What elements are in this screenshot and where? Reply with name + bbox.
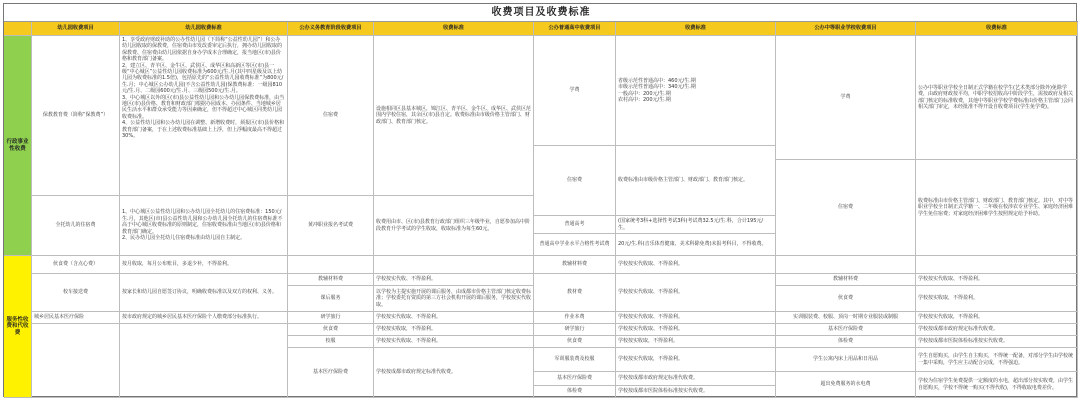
high-s3-std: 学校按实代收取、不得盈利。	[616, 312, 776, 324]
comp-exam-std: 收费用由市、区(市)县教育行政部门组织三年级毕业，自愿参加高中阶段教育升学考试的学生收取，收取标准为每生60元。	[374, 196, 534, 256]
high-level-std: 20元/生.科(音乐体育健康、美术科除免费)未报考科目，不得收费。	[616, 234, 776, 256]
high-exam-item: 普通高考	[534, 216, 616, 234]
comp-s1-std: 学校按实代收、不得盈利。	[374, 274, 534, 286]
comp-board-std: 设施相同区县基本城区，锦江区、青羊区、金牛区、成华区、武侯区范围内学校住宿，其余区(市)县自定。收费标准由市级价格主管部门、财政部门、教育部门核定。	[374, 36, 534, 196]
high-s5-std: 学校按实收取，不得盈利。	[616, 336, 776, 348]
comp-s4-item: 伙食费	[288, 324, 374, 336]
voc-s2-std: 学校按实收取，不得盈利。	[916, 286, 1078, 312]
sheet-title: 收费项目及收费标准	[4, 4, 1078, 22]
kinder-tuition-std: 1、享受政府财政补助的公办性幼儿园（下简称“公益性幼儿园”）和公办幼儿园收取的保教费，住宿费由市发改委审定后执行，拥办幼儿园收取的保教费、住宿费由幼儿园依据自身办学成本合理确定，报当地区(市)县价格和教育部门备案。 2、建立区、青羊区、金牛区、武侯区、成华区和高新区等区(市)县一级“中心城区”公益性幼儿园收费标准为600元/生.月(其中四星级及以上幼儿园为收费标准的1.5倍)，包括原先的“公益性幼儿园收费标准”为800元/生.月；中心城区公办幼儿园(不含公益性幼儿园)保教费标准：一级园810元/生.月、二级园600元/生.月、三级园500元/生.月。 3、中心城区以外的区(市)县公益性幼儿园和公办幼儿园保教费标准，由当地区(市)县价格、教育和财政部门根据办园成本、办园条件、当地城乡居民生活水平和群众承受能力等因素确定，但不得超过中心城区同类幼儿园收费标准。 4、公益性幼儿园和公办幼儿园在调整、新增收费时，须报区(市)县价格和教育部门备案，于在上述收费标准基础上上浮，但上浮幅度最高不得超过30%。	[120, 36, 288, 196]
high-exam-std: (国家统考3科+选择性考试3科)考试费32.5元/生.科，合计195元/生。	[616, 216, 776, 234]
comp-s5-item: 校服	[288, 336, 374, 348]
kinder-s2-std: 按家长和幼儿园自愿签订协议，明确收费标准以及双方的权利、义务。	[120, 274, 288, 312]
voc-s3-std: 学校按实代收取，不得盈利。	[916, 312, 1078, 324]
comp-s2-std: 以学校为主提实施开展的课后服务，由成都市价格主管部门核定收费标准；学校委托有资质的第三方社会机构开展的课后服务，学校按实代收取。	[374, 286, 534, 312]
voc-board-item: 住宿费	[776, 160, 916, 256]
voc-board-std: 收费标准由市价格主管部门、财政部门、教育部门核定。其中，对中等职业学校全日制正式学籍一、二年级在校涉农专业学生、家庭经济困难学生免住宿费；对家庭经济困难学生按照规定给予补助。	[916, 160, 1078, 256]
kinder-board-std: 1、中心城区公益性幼儿园和公办幼儿园全托幼儿的住宿费标准：150元/生.月，其他区(市)县公益性幼儿园和公办幼儿园全托幼儿的住宿费标准不高于中心城区收费标准的原则制定，住宿收费标准由当地区(市)县价格和教育部门确定。 2、民办幼儿园全托幼儿住宿费标准由幼儿园自主制定。	[120, 196, 288, 256]
voc-s2-item: 伙食费	[776, 286, 916, 312]
high-s3-item: 作业本费	[534, 312, 616, 324]
high-tuition-std: 省级示范性普通高中：460元/生.期 市级示范性普通高中：340元/生.期 一般高中：200元/生.期 农村高中：200元/生.期	[616, 36, 776, 146]
fee-standards-sheet	[3, 3, 1077, 397]
voc-s6-item: 学生公寓内床上用品和日用品	[776, 348, 916, 372]
comp-blank-std	[374, 256, 534, 274]
voc-s5-std: 学校按成都市医院体检标准按实代收费。	[916, 336, 1078, 348]
kinder-s1-std: 按月收取，每月公布账目，多退少补，不得盈利。	[120, 256, 288, 274]
comp-s6-item: 基本医疗保险费	[288, 348, 374, 398]
high-board-item: 住宿费	[534, 146, 616, 216]
high-s6-item: 军训服装费及校服	[534, 348, 616, 372]
high-s1-std: 学校按实代收取、不得盈利。	[616, 256, 776, 274]
voc-s1-item: 教辅材料费	[776, 274, 916, 286]
comp-s2-item: 课后服务	[288, 286, 374, 312]
comp-s5-std: 学校按实代收取、不得盈利。	[374, 336, 534, 348]
voc-s4-std: 学校按成都市政府规定标准代收费。	[916, 324, 1078, 336]
high-s8-item: 体检费	[534, 386, 616, 398]
voc-s6-std: 学生自愿购买，由学生自主购买，不得统一配备，对部分学生由学校统一集中采购，学生应主动配合完成，不得强迫。	[916, 348, 1078, 372]
category-admin: 行政事业性收费	[4, 36, 32, 256]
high-s2-std: 学校按实代收取、不得盈利。	[616, 274, 776, 312]
header-voc-std: 收费标准	[916, 22, 1078, 36]
header-high-item: 公办普通高中收费项目	[534, 22, 616, 36]
voc-s4-item: 基本医疗保险费	[776, 324, 916, 336]
voc-s1-std: 学校按实代收取、不得盈利。	[916, 274, 1078, 286]
comp-s1-item: 教辅材料费	[288, 274, 374, 286]
voc-blank-item	[776, 256, 916, 274]
comp-s4-std: 学校按实收取，不得盈利。	[374, 324, 534, 336]
comp-s3-item: 研学旅行	[288, 312, 374, 324]
high-s7-std: 学校按成都市政府规定标准代收费。	[616, 372, 776, 386]
comp-blank-item	[288, 256, 374, 274]
voc-blank-std	[916, 256, 1078, 274]
high-s4-item: 研学旅行	[534, 324, 616, 336]
high-s8-std: 学校按成都市医院体检标准按实代收费。	[616, 386, 776, 398]
comp-s3-std: 学校按实代收取、不得盈利。	[374, 312, 534, 324]
kinder-s1-item: 伙食费（含点心费）	[32, 256, 120, 274]
high-level-item: 普通高中学业水平合格性考试费	[534, 234, 616, 256]
header-comp-item: 公办义务教育阶段收费项目	[288, 22, 374, 36]
kinder-blank-std	[120, 324, 288, 398]
voc-s7-item: 超出免费服务的水电费	[776, 372, 916, 398]
header-kinder-item: 幼儿园收费项目	[32, 22, 120, 36]
kinder-tuition-item: 保教教育费（简称“保教费”）	[32, 36, 120, 196]
comp-s6-std: 学校按成都市政府规定标准代收费。	[374, 348, 534, 398]
voc-tuition-std: 公办中等职业学校全日制正式学籍在校学生(艺术类部分除外)免除学费，由政府财政按平均，中职学校招收高中阶段学生，需按政府及相关部门核定的标准收费，其他中等职业学校学费标准由价格主管部门会同相关部门审定，未经批准不得开设自收费项目(学生免学费)。	[916, 36, 1078, 160]
kinder-s3-item: 城乡居民基本医疗保险	[32, 312, 120, 324]
high-s4-std: 学校按实代收取、不得盈利。	[616, 324, 776, 336]
comp-board-item: 住宿费	[288, 36, 374, 196]
high-s7-item: 基本医疗保险费	[534, 372, 616, 386]
high-s1-item: 教辅材料费	[534, 256, 616, 274]
kinder-s2-item: 校车接送费	[32, 274, 120, 312]
header-high-std: 收费标准	[616, 22, 776, 36]
voc-s5-item: 体检费	[776, 336, 916, 348]
header-corner	[4, 22, 32, 36]
high-s6-std: 学校按实代收取，不得盈利。	[616, 348, 776, 372]
kinder-board-item: 全托幼儿的住宿费	[32, 196, 120, 256]
high-board-std: 收费标准由市级价格主管部门、财政部门、教育部门核定。	[616, 146, 776, 216]
voc-tuition-item: 学费	[776, 36, 916, 160]
high-s2-item: 教材费	[534, 274, 616, 312]
high-tuition-item: 学费	[534, 36, 616, 146]
kinder-s3-std: 按市政府规定的城乡居民基本医疗保险个人缴费部分标准执行。	[120, 312, 288, 324]
voc-s3-item: 实训服装费、校服、顶岗一时期专业服装或制服	[776, 312, 916, 324]
header-voc-item: 公办中等职业学校收费项目	[776, 22, 916, 36]
kinder-blank	[32, 324, 120, 398]
comp-exam-item: 黄冲职业报名考试费	[288, 196, 374, 256]
header-kinder-std: 幼儿园收费标准	[120, 22, 288, 36]
header-comp-std: 收费标准	[374, 22, 534, 36]
voc-s7-std: 学校为住宿学生免费提供一定额度的水电，超出部分按实收费，由学生自愿购买，学校不得统一购买(不得代收)，不得收取电费差价。	[916, 372, 1078, 398]
high-s5-item: 伙食费	[534, 336, 616, 348]
category-service: 服务性收费和代收费	[4, 256, 32, 398]
